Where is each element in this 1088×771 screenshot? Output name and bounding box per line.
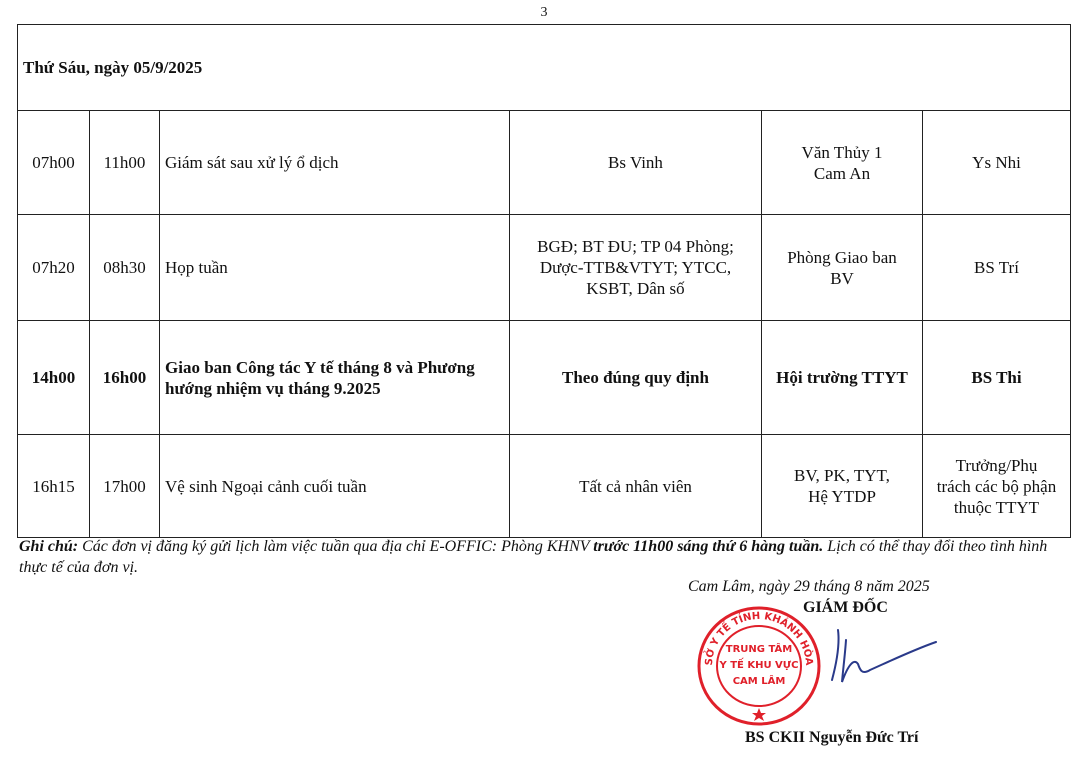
start-time: 07h00 — [18, 111, 90, 215]
event-content: Giao ban Công tác Y tế tháng 8 và Phương hướng nhiệm vụ tháng 9.2025 — [160, 321, 510, 435]
participants: BGĐ; BT ĐU; TP 04 Phòng; Dược-TTB&VTYT; YTCC, KSBT, Dân số — [510, 215, 762, 321]
schedule-table — [17, 24, 1071, 538]
handwritten-signature — [818, 620, 943, 690]
location: Phòng Giao ban BV — [762, 215, 923, 321]
note-text-b: Lịch có thể thay đổi theo tình hình thực tế của đơn vị. — [19, 538, 1048, 576]
note-text-a: Các đơn vị đăng ký gửi lịch làm việc tuần qua địa chỉ E-OFFIC: Phòng KHNV — [78, 538, 594, 555]
schedule-row — [18, 111, 1071, 215]
location: BV, PK, TYT, Hệ YTDP — [762, 435, 923, 538]
page-number: 3 — [540, 5, 548, 20]
seal-line-2: Y TẾ KHU VỰC — [719, 660, 799, 671]
person-in-charge: Ys Nhi — [923, 111, 1071, 215]
director-title: GIÁM ĐỐC — [803, 599, 888, 616]
start-time: 07h20 — [18, 215, 90, 321]
day-header: Thứ Sáu, ngày 05/9/2025 — [18, 25, 1071, 111]
schedule-row — [18, 435, 1071, 538]
end-time: 08h30 — [90, 215, 160, 321]
date-line: Cam Lâm, ngày 29 tháng 8 năm 2025 — [688, 578, 930, 595]
end-time: 16h00 — [90, 321, 160, 435]
seal-line-3: CAM LÂM — [732, 676, 786, 687]
participants: Tất cả nhân viên — [510, 435, 762, 538]
location: Văn Thủy 1 Cam An — [762, 111, 923, 215]
person-in-charge: BS Thi — [923, 321, 1071, 435]
note — [19, 536, 1069, 578]
event-content: Giám sát sau xử lý ổ dịch — [160, 111, 510, 215]
seal-line-1: TRUNG TÂM — [725, 644, 793, 655]
official-seal — [694, 604, 824, 728]
start-time: 16h15 — [18, 435, 90, 538]
participants: Theo đúng quy định — [510, 321, 762, 435]
person-in-charge: BS Trí — [923, 215, 1071, 321]
note-label: Ghi chú: — [19, 538, 79, 555]
signer-name: BS CKII Nguyễn Đức Trí — [745, 729, 919, 746]
end-time: 17h00 — [90, 435, 160, 538]
event-content: Họp tuần — [160, 215, 510, 321]
schedule-row — [18, 215, 1071, 321]
end-time: 11h00 — [90, 111, 160, 215]
location: Hội trường TTYT — [762, 321, 923, 435]
seal-outer-text: SỞ Y TẾ TỈNH KHÁNH HÒA — [703, 610, 815, 666]
event-content: Vệ sinh Ngoại cảnh cuối tuần — [160, 435, 510, 538]
schedule-row — [18, 321, 1071, 435]
day-header-row — [18, 25, 1071, 111]
participants: Bs Vinh — [510, 111, 762, 215]
seal-star-icon — [752, 708, 766, 721]
person-in-charge: Trưởng/Phụ trách các bộ phận thuộc TTYT — [923, 435, 1071, 538]
note-bold-text: trước 11h00 sáng thứ 6 hàng tuần. — [593, 538, 824, 555]
start-time: 14h00 — [18, 321, 90, 435]
